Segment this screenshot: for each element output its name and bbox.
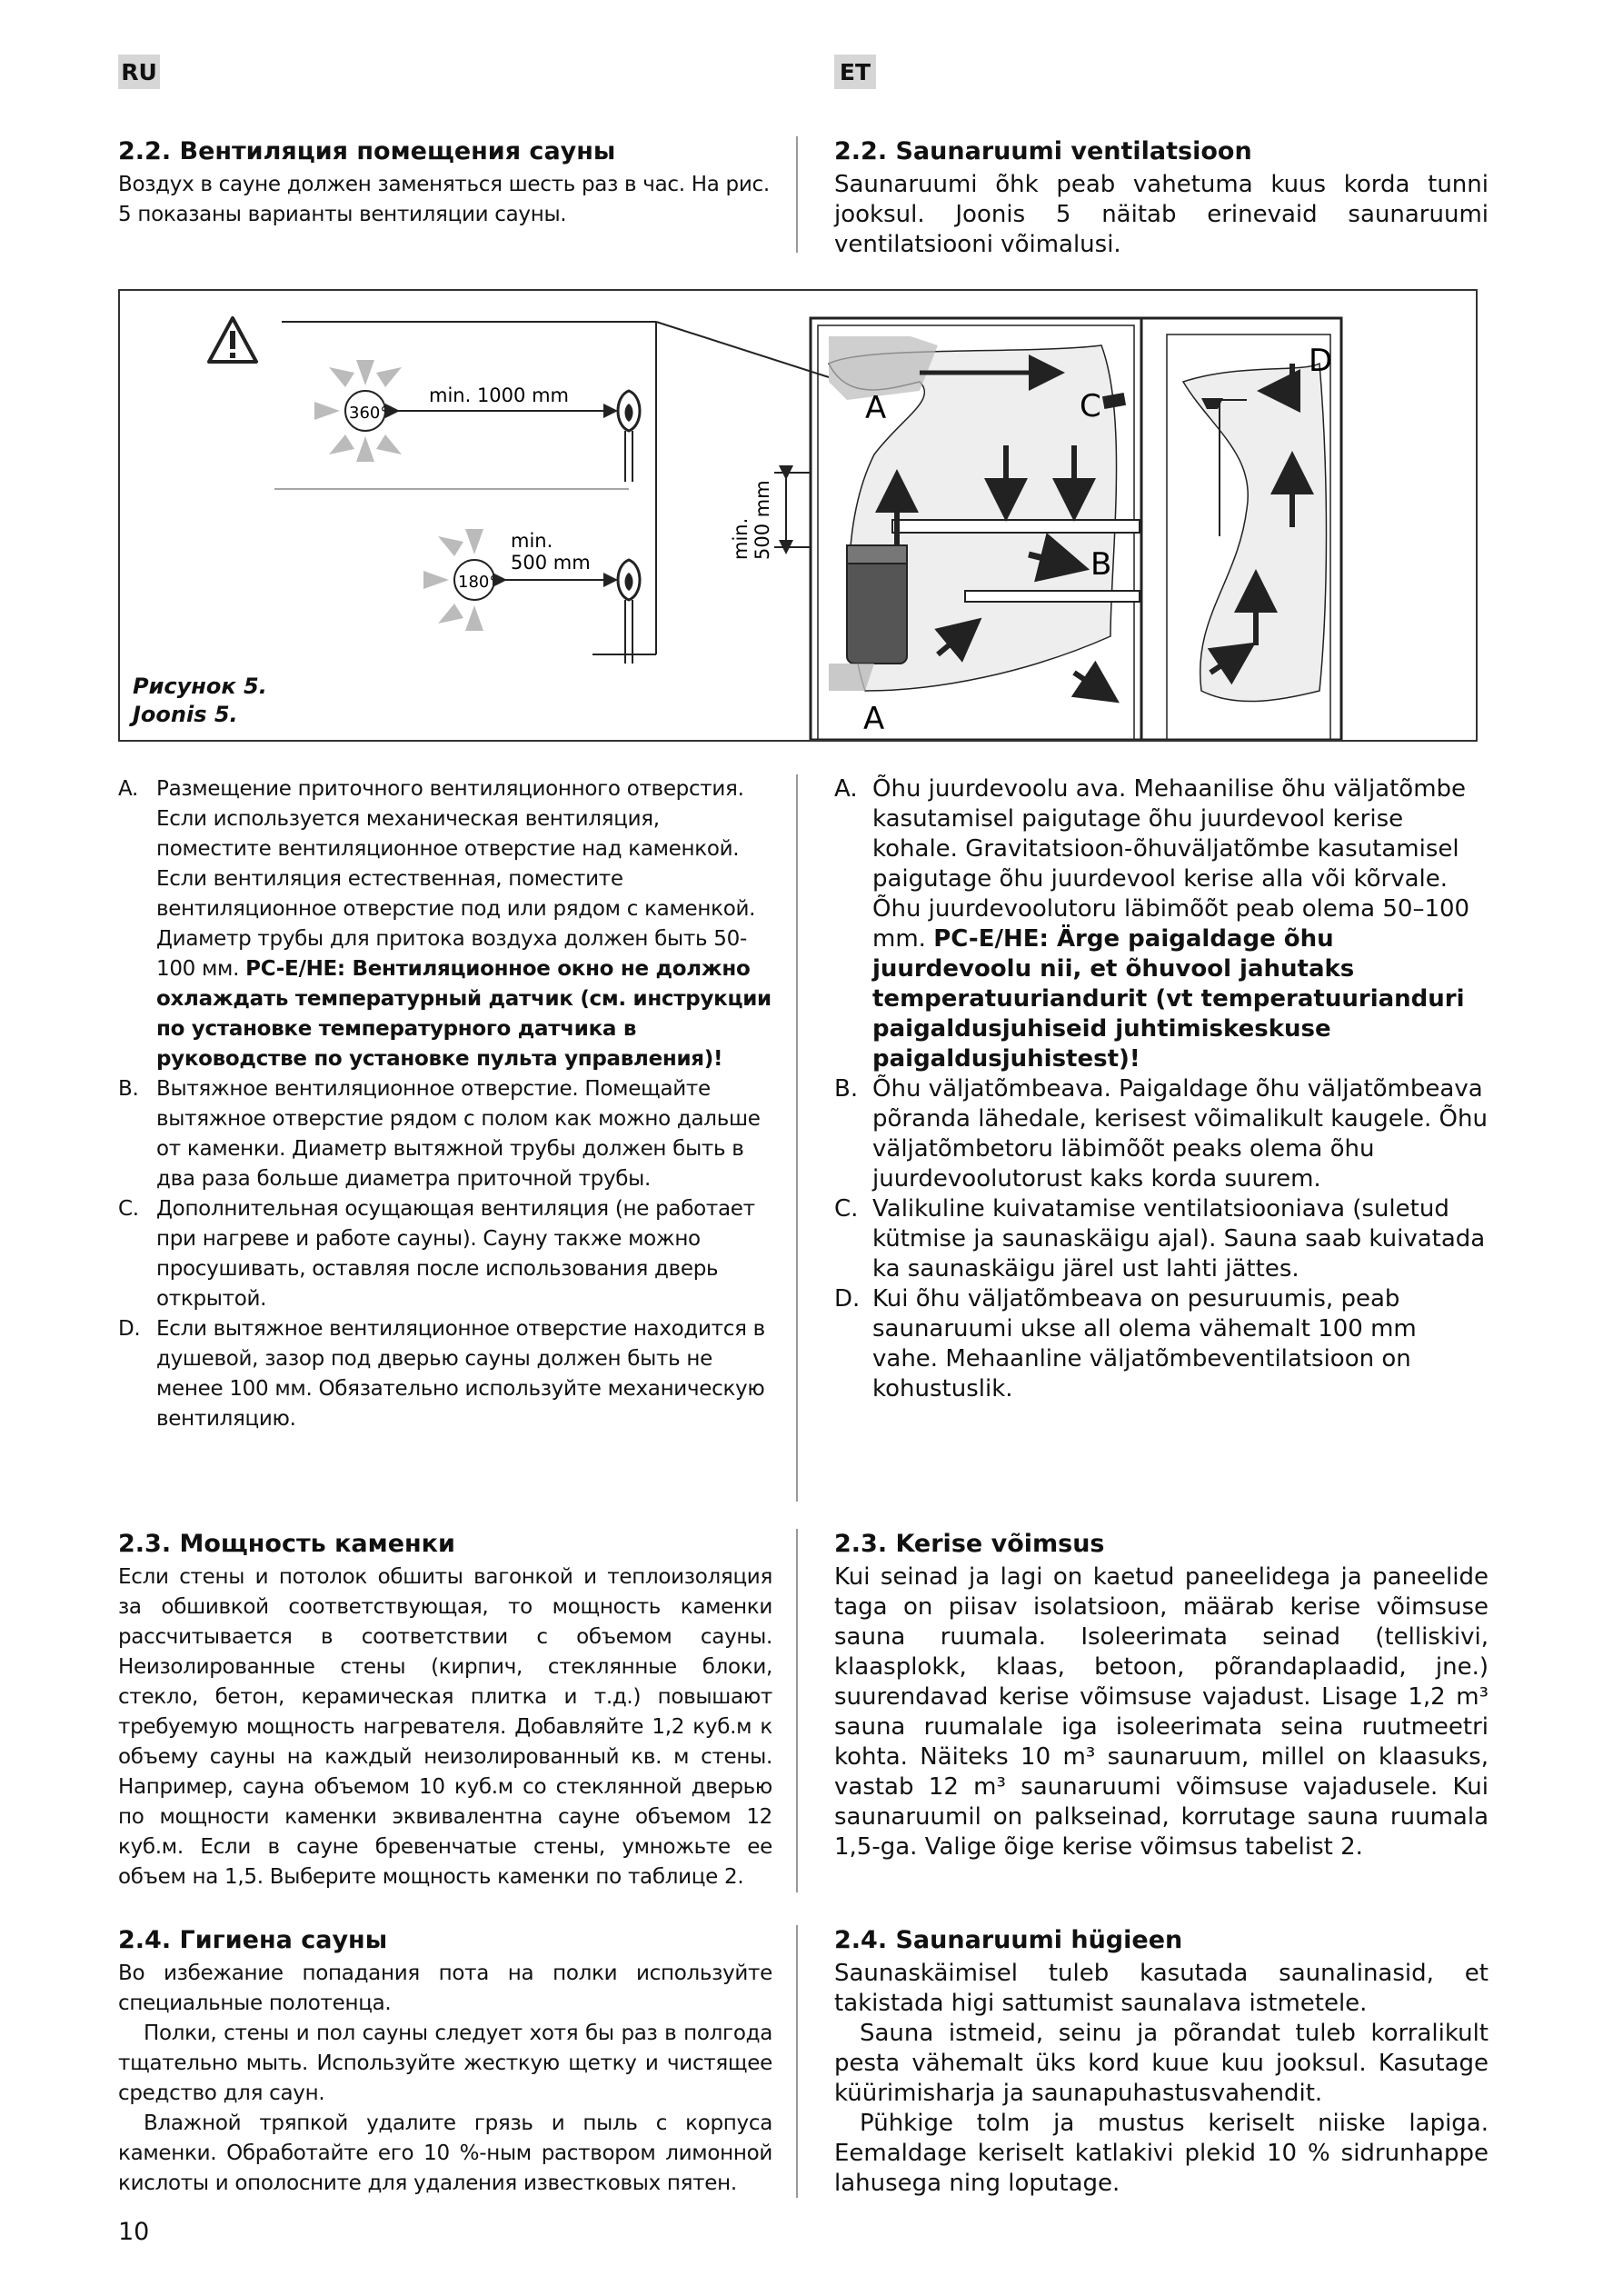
warning-triangle-icon — [209, 318, 256, 362]
column-divider-top — [796, 136, 798, 253]
et-vent-text: Saunaruumi õhk peab vahetuma kuus korda tunni jooksul. Joonis 5 näitab erinevaid saunaruumi ventilatsiooni võimalusi. — [834, 171, 1489, 258]
label-min-500-v2: 500 mm — [752, 480, 773, 560]
sauna-room — [811, 318, 1141, 740]
et-power-section — [834, 1529, 1489, 1862]
et-vent-section — [834, 136, 1489, 260]
et-hygiene-p3: Pühkige tolm ja mustus keriselt niiske lapiga. Eemaldage keriselt katlakivi plekid 10 % sidrunhappe lahusega ning loputage. — [834, 2110, 1489, 2197]
ru-hygiene-p3: Влажной тряпкой удалите грязь и пыль с корпуса каменки. Обработайте его 10 %-ным раствором лимонной кислоты и ополосните для удаления известковых пятен. — [118, 2111, 772, 2195]
et-power-title: 2.3. Kerise võimsus — [834, 1530, 1105, 1558]
label-min-500-v1: min. — [730, 517, 752, 560]
ru-power-text: Если стены и потолок обшиты вагонкой и теплоизоляция за обшивкой соответствующая, то мощность каменки рассчитывается в соответствии с объемом сауны. Неизолированные стены (кирпич, стеклянные блоки, стекло, бетон, керамическая плитка и т.д.) повышают требуемую мощность нагревателя. Добавляйте 1,2 куб.м к объему сауны на каждый неизолированный кв. м стены. Например, сауна объемом 10 куб.м со стеклянной дверью по мощности каменки эквивалентна сауне объемом 12 куб.м. Если в сауне бревенчатые стены, умножьте ее объем на 1,5. Выберите мощность каменки по таблице 2. — [118, 1565, 772, 1889]
label-d: D — [1309, 343, 1333, 379]
et-hygiene-p1: Saunaskäimisel tuleb kasutada saunalinasid, et takistada higi sattumist saunalava istmetele. — [834, 1960, 1489, 2017]
et-hygiene-p2: Sauna istmeid, seinu ja põrandat tuleb korralikult pesta vähemalt üks kord kuue kuu jooksul. Kasutage küürimisharja ja saunapuhastusvahendit. — [834, 2020, 1489, 2107]
callout-line-diag — [656, 322, 829, 377]
page-number: 10 — [118, 2218, 150, 2246]
ru-hygiene-section — [118, 1925, 772, 2199]
column-divider-hygiene — [796, 1925, 798, 2198]
et-vent-title: 2.2. Saunaruumi ventilatsioon — [834, 137, 1252, 165]
figure-5 — [118, 289, 1478, 742]
ru-item-a: A. Размещение приточного вентиляционного отверстия. Если используется механическая вентиляция, поместите вентиляционное отверстие над каменкой. Если вентиляция естественная, поместите вентиляционное отверстие под или рядом с каменкой. Диаметр трубы для притока воздуха должен быть 50-100 мм. PC-E/HE: Вентиляционное окно не должно охлаждать температурный датчик (см. инструкции по установке температурного датчика в руководстве по установке пульта управления)! — [118, 777, 772, 1071]
column-divider-items — [796, 774, 798, 1502]
lang-tag-et: ET — [834, 55, 876, 89]
et-item-c: C. Valikuline kuivatamise ventilatsiooniava (suletud kütmise ja saunaskäigu ajal). Sauna saab kuivatada ka saunaskäigu järel ust lahti jättes. — [834, 1195, 1486, 1283]
sensor-icon-top — [618, 391, 640, 482]
ru-hygiene-title: 2.4. Гигиена сауны — [118, 1926, 388, 1954]
et-power-text: Kui seinad ja lagi on kaetud paneelidega ja paneelide taga on piisav isolatsioon, määrab kerise võimsuse sauna ruumala. Isoleerimata seinad (telliskivi, klaasplokk, klaas, betoon, põrandaplaadid, jne.) suurendavad kerise võimsuse vajadust. Lisage 1,2 m³ sauna ruumalale iga isoleerimata seina ruutmeetri kohta. Näiteks 10 m³ saunaruum, millel on klaasuks, vastab 12 m³ saunaruumi võimsuse vajadusele. Kui saunaruumil on palkseinad, korrutage sauna ruumala 1,5-ga. Valige õige kerise võimsus tabelist 2. — [834, 1563, 1489, 1861]
figure-caption-ru: Рисунок 5. — [133, 674, 267, 699]
ru-item-d: D. Если вытяжное вентиляционное отверстие находится в душевой, зазор под дверью сауны должен быть не менее 100 мм. Обязательно используйте механическую вентиляцию. — [118, 1317, 765, 1431]
ru-hygiene-p2: Полки, стены и пол сауны следует хотя бы раз в полгода тщательно мыть. Используйте жесткую щетку и чистящее средство для саун. — [118, 2021, 772, 2105]
label-min-1000: min. 1000 mm — [429, 384, 569, 406]
ru-items — [118, 774, 772, 1434]
label-min-500-b: 500 mm — [511, 552, 591, 574]
et-hygiene-title: 2.4. Saunaruumi hügieen — [834, 1926, 1183, 1954]
ru-power-title: 2.3. Мощность каменки — [118, 1530, 455, 1558]
ru-power-section — [118, 1529, 772, 1892]
label-a-bottom: A — [863, 701, 885, 737]
lang-tag-ru: RU — [118, 55, 160, 89]
et-hygiene-section — [834, 1925, 1489, 2199]
figure-caption — [133, 673, 267, 729]
ru-item-b: B. Вытяжное вентиляционное отверстие. Помещайте вытяжное отверстие рядом с полом как можно дальше от каменки. Диаметр вытяжной трубы должен быть в два раза больше диаметра приточной трубы. — [118, 1077, 761, 1191]
et-item-d: D. Kui õhu väljatõmbeava on pesuruumis, peab saunaruumi ukse all olema vähemalt 100 mm vahe. Mehaanline väljatõmbeventilatsioon on kohustuslik. — [834, 1285, 1417, 1403]
ru-vent-text: Воздух в сауне должен заменяться шесть раз в час. На рис. 5 показаны варианты вентиляции сауны. — [118, 173, 770, 226]
label-c: C — [1080, 388, 1101, 424]
et-item-b: B. Õhu väljatõmbeava. Paigaldage õhu väljatõmbeava põranda lähedale, kerisest võimalikult kaugele. Õhu väljatõmbetoru läbimõõt peaks olema õhu juurdevoolutorust kaks korda suurem. — [834, 1075, 1488, 1193]
ru-hygiene-p1: Во избежание попадания пота на полки используйте специальные полотенца. — [118, 1962, 772, 2015]
label-180: 180° — [458, 573, 498, 592]
label-a-top: A — [865, 390, 887, 426]
column-divider-power — [796, 1529, 798, 1892]
label-min-500-a: min. — [511, 530, 553, 552]
shower-room — [1141, 318, 1341, 740]
ventilation-diagram — [120, 291, 1476, 740]
et-items — [834, 774, 1489, 1404]
sensor-icon-bottom — [618, 560, 640, 664]
label-b: B — [1090, 546, 1112, 583]
label-360: 360° — [349, 404, 389, 423]
figure-caption-et: Joonis 5. — [133, 702, 238, 727]
ru-vent-section — [118, 136, 772, 230]
ru-vent-title: 2.2. Вентиляция помещения сауны — [118, 137, 616, 165]
ru-item-c: C. Дополнительная осущающая вентиляция (не работает при нагреве и работе сауны). Сауну также можно просушивать, оставляя после использования дверь открытой. — [118, 1197, 755, 1311]
et-item-a: A. Õhu juurdevoolu ava. Mehaanilise õhu väljatõmbe kasutamisel paigutage õhu juurdevool kerise kohale. Gravitatsioon-õhuväljatõmbe kasutamisel paigutage õhu juurdevool kerise alla või kõrvale. Õhu juurdevoolutoru läbimõõt peab olema 50–100 mm. PC-E/HE: Ärge paigaldage õhu juurdevoolu nii, et õhuvool jahutaks temperatuuriandurit (vt temperatuurianduri paigaldusjuhiseid juhtimiskeskuse paigaldusjuhistest)! — [834, 775, 1470, 1073]
